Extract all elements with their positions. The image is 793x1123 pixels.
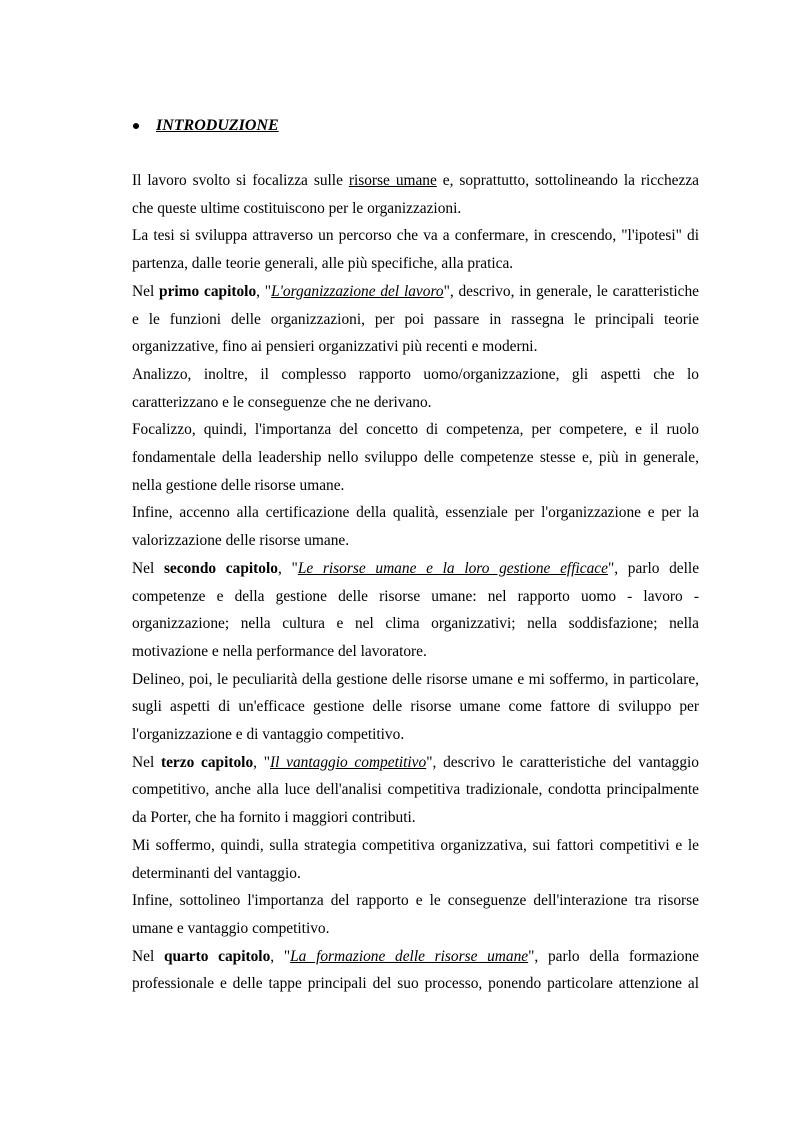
chapter-label: terzo capitolo [160, 753, 254, 771]
chapter-title: Le risorse umane e la loro gestione efficace [297, 559, 608, 577]
paragraph-2: La tesi si sviluppa attraverso un percorso che va a confermare, in crescendo, "l'ipotesi" di partenza, dalle teorie generali, alle più specifiche, alla pratica. [132, 227, 699, 273]
section-heading [132, 112, 699, 140]
paragraph-7: Nel secondo capitolo, "Le risorse umane e la loro gestione efficace", parlo delle competenze e della gestione delle risorse umane: nel rapporto uomo - lavoro - organizzazione; nella cultura e nel clima organizzativi; nella soddisfazione; nella motivazione e nella performance del lavoratore. [132, 559, 700, 660]
underlined-term: risorse umane [348, 172, 437, 189]
paragraph-10: Mi soffermo, quindi, sulla strategia competitiva organizzativa, sui fattori competitivi e le determinanti del vantaggio. [132, 836, 699, 882]
chapter-label: secondo capitolo [163, 559, 278, 577]
chapter-label: primo capitolo [159, 282, 257, 300]
paragraph-1: Il lavoro svolto si focalizza sulle risorse umane e, soprattutto, sottolineando la ricchezza che queste ultime costituiscono per le organizzazioni. [132, 172, 700, 217]
paragraph-9: Nel terzo capitolo, "Il vantaggio competitivo", descrivo le caratteristiche del vantaggio competitivo, anche alla luce dell'analisi competitiva tradizionale, condotta principalmente da Porter, che ha fornito i maggiori contributi. [132, 753, 699, 827]
chapter-title: Il vantaggio competitivo [270, 753, 427, 771]
paragraph-5: Focalizzo, quindi, l'importanza del concetto di competenza, per competere, e il ruolo fondamentale della leadership nello sviluppo delle competenze stesse e, più in generale, nella gestione delle risorse umane. [132, 421, 699, 494]
document-page [132, 112, 699, 998]
bullet-icon [133, 123, 139, 129]
paragraph-6: Infine, accenno alla certificazione della qualità, essenziale per l'organizzazione e per la valorizzazione delle risorse umane. [132, 504, 699, 550]
paragraph-3: Nel primo capitolo, "L'organizzazione del lavoro", descrivo, in generale, le caratteristiche e le funzioni delle organizzazioni, per poi passare in rassegna le principali teorie organizzative, fino ai pensieri organizzativi più recenti e moderni. [132, 282, 699, 356]
chapter-title: La formazione delle risorse umane [290, 947, 529, 965]
paragraph-12: Nel quarto capitolo, "La formazione delle risorse umane", parlo della formazione professionale e delle tappe principali del suo processo, ponendo particolare attenzione al [132, 947, 699, 993]
chapter-label: quarto capitolo [163, 947, 271, 965]
paragraph-11: Infine, sottolineo l'importanza del rapporto e le conseguenze dell'interazione tra risorse umane e vantaggio competitivo. [132, 892, 699, 937]
body-text [132, 167, 699, 998]
paragraph-8: Delineo, poi, le peculiarità della gestione delle risorse umane e mi soffermo, in particolare, sugli aspetti di un'efficace gestione delle risorse umane come fattore di sviluppo per l'organizzazione e di vantaggio competitivo. [132, 670, 699, 744]
chapter-title: L'organizzazione del lavoro [271, 282, 444, 300]
paragraph-4: Analizzo, inoltre, il complesso rapporto uomo/organizzazione, gli aspetti che lo caratterizzano e le conseguenze che ne derivano. [132, 365, 699, 411]
heading-text: INTRODUZIONE [156, 117, 279, 134]
